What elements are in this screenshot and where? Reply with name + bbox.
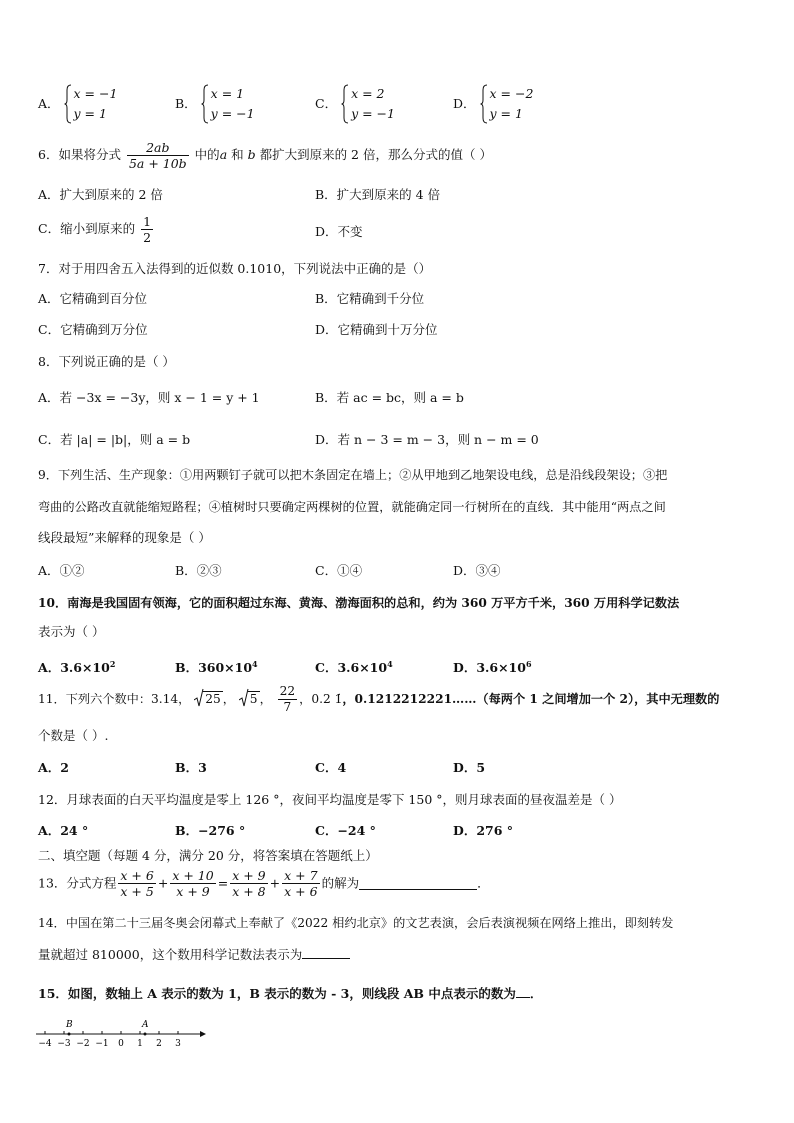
fraction-denominator: 5a + 10b [128,156,187,171]
q9-stem-line-3: 线段最短”来解释的现象是（ ） [38,530,211,545]
radicand: 25 [205,692,221,706]
fraction-numerator: x + 6 [120,868,154,883]
section-heading: 二、填空题（每题 4 分，满分 20 分，将答案填在答题纸上） [38,848,378,863]
q8-option-d: D．若 n − 3 = m − 3，则 n − m = 0 [315,432,539,447]
q7-option-c: C．它精确到万分位 [38,322,148,337]
tick-label: −3 [57,1039,71,1049]
point-a [144,1033,147,1036]
q13-text: 的解为 [321,875,360,891]
exponent: 4 [387,659,393,669]
q11-option-d: D．5 [453,760,486,775]
q7-stem: 7．对于用四舍五入法得到的近似数 0.1010，下列说法中正确的是（） [38,261,432,276]
equation-row: y = 1 [489,106,523,121]
q9-option-c: C．①④ [315,563,363,578]
q12-stem: 12．月球表面的白天平均温度是零上 126 °，夜间平均温度是零下 150 °，则月球表面的昼夜温差是（ ） [38,792,622,807]
tick-label: 1 [137,1039,143,1049]
fraction [141,214,153,245]
q15-stem [38,985,542,1003]
tick-label: −4 [38,1039,52,1049]
q9-option-d: D．③④ [453,563,501,578]
option-text: A．3.6×10 [38,660,110,676]
q6-prefix: 6．如果将分式 [38,147,121,162]
equation-row: x = 2 [351,86,385,101]
equation-row: x = 1 [210,86,245,101]
fraction-denominator: x + 6 [284,884,318,899]
q10-option-b [175,655,258,677]
exponent: 4 [252,659,258,669]
fraction-numerator: 1 [143,214,152,229]
q6-option-c [38,214,155,245]
option-label: D． [453,96,476,111]
option-text: B．360×10 [175,660,253,676]
exponent: 6 [525,659,532,669]
equation-system [201,84,255,124]
q10-option-a [38,655,115,677]
q9-stem-line-2: 弯曲的公路改直就能缩短路程；④植树时只要确定两棵树的位置，就能确定同一行树所在的直线．其中能用“两点之间 [38,500,666,514]
q5-option-c [315,84,395,124]
q6-text: 都扩大到原来的 2 倍，那么分式的值（ ） [255,147,492,162]
q7-option-a: A．它精确到百分位 [38,291,148,306]
fraction-numerator: 22 [279,684,296,698]
q8-option-c: C．若 |a| = |b|，则 a = b [38,432,191,447]
option-label: B． [175,96,197,111]
tick-label: 3 [175,1039,181,1049]
fraction-denominator: x + 5 [120,884,154,899]
radical-sign-icon [194,688,204,708]
equation-row: y = −1 [351,106,395,121]
option-text: D．3.6×10 [453,660,526,676]
exponent: 2 [109,659,116,669]
tick-label: −1 [95,1039,109,1049]
brace-icon [64,84,72,124]
q9-option-a: A．①② [38,563,85,578]
q6-option-a: A．扩大到原来的 2 倍 [38,187,163,202]
q14-stem-line-1: 14．中国在第二十三届冬奥会闭幕式上奉献了《2022 相约北京》的文艺表演，会后表演视频在网络上推出，即刻转发 [38,916,674,930]
q5-option-b [175,84,255,124]
q10-stem-line-2: 表示为（ ） [38,624,105,639]
tick-label: −2 [76,1039,90,1049]
q10-option-d [453,655,532,677]
plus-sign: + [157,875,169,891]
radical-sign-icon [239,688,249,708]
q12-option-d: D．276 ° [453,823,514,838]
q11-option-a: A．2 [38,760,69,775]
q6-text: 和 [227,147,248,162]
q11-option-c: C．4 [315,760,347,775]
q11-stem-line-1: 11．下列六个数中：3.14， 25 ， 5 ， $\frac{22}{7}$ ，0.2 1̇，0.1212212221……（每两个 1 之间增加一个 2），其中无理数的 [38,684,720,714]
repeating-decimal: 0.2 1̇ [311,692,343,706]
q9-stem-line-1: 9．下列生活、生产现象：①用两颗钉子就可以把木条固定在墙上；②从甲地到乙地架设电线，总是沿线段架设；③把 [38,468,668,482]
brace-icon [341,84,349,124]
fraction [127,140,189,171]
fraction-denominator: 7 [283,700,292,714]
q8-option-a: A．若 −3x = −3y，则 x − 1 = y + 1 [38,390,260,405]
equation-row: y = 1 [73,106,107,121]
point-b [68,1033,71,1036]
q12-option-b: B．−276 ° [175,823,246,838]
q9-option-b: B．②③ [175,563,222,578]
q11-stem-line-2: 个数是（ ）. [38,728,109,743]
point-b-label: B [66,1020,73,1030]
q12-option-a: A．24 ° [38,823,89,838]
q6-text: 中的 [194,147,220,162]
equation-system [341,84,395,124]
q13-stem [38,868,490,899]
q6-option-b: B．扩大到原来的 4 倍 [315,187,441,202]
fraction-numerator: x + 7 [284,868,318,883]
fraction-numerator: 2ab [127,140,189,156]
fraction-numerator: x + 9 [232,868,266,883]
plus-sign: + [269,875,281,891]
fraction-denominator: x + 8 [232,884,266,899]
fraction-numerator: x + 10 [172,868,214,883]
equation-row: y = −1 [210,106,255,121]
var-a: a [219,147,228,162]
fraction [170,868,215,899]
option-label: A． [38,96,60,111]
q14-text: 量就超过 810000，这个数用科学记数法表示为 [38,947,303,962]
q6-option-d: D．不变 [315,224,363,239]
arrow-icon [200,1031,206,1037]
q8-stem: 8．下列说正确的是（ ） [38,354,175,369]
q5-option-d [453,84,533,124]
q12-option-c: C．−24 ° [315,823,376,838]
equation-system [64,84,118,124]
option-label: C． [315,96,338,111]
q15-text: 15．如图，数轴上 A 表示的数为 1，B 表示的数为 - 3，则线段 AB 中点表示的数为 [38,986,516,1001]
number-line [36,1018,216,1050]
q6-stem [38,140,492,171]
q14-stem-line-2 [38,946,350,964]
tick-label: 0 [118,1039,124,1049]
q13-text: 13．分式方程 [38,875,117,891]
fraction-denominator: x + 9 [176,884,210,899]
square-root [194,690,223,708]
brace-icon [201,84,209,124]
q7-option-b: B．它精确到千分位 [315,291,425,306]
q8-option-b: B．若 ac = bc，则 a = b [315,390,464,405]
answer-blank[interactable] [516,985,530,998]
q13-text: ． [477,875,490,891]
radicand: 5 [249,692,258,706]
answer-blank[interactable] [302,946,350,959]
q11-text: 11．下列六个数中：3.14， [38,692,191,706]
brace-icon [480,84,488,124]
square-root [239,690,260,708]
q15-text: ． [529,986,543,1001]
equals-sign: = [217,875,229,891]
equation-system [480,84,534,124]
fraction [278,684,298,715]
q10-stem-line-1: 10．南海是我国固有领海，它的面积超过东海、黄海、渤海面积的总和，约为 360 万平方千米，360 万用科学记数法 [38,596,680,610]
var-b: b [247,147,256,162]
q11-text: ，0.1212212221……（每两个 1 之间增加一个 2），其中无理数的 [342,692,720,706]
option-text: C．缩小到原来的 [38,221,136,236]
option-text: C．3.6×10 [315,660,388,676]
q11-option-b: B．3 [175,760,207,775]
equation-row: x = −2 [489,86,534,101]
fraction-denominator: 2 [143,230,152,245]
q5-option-a [38,84,117,124]
equation-row: x = −1 [73,86,118,101]
q7-option-d: D．它精确到十万分位 [315,322,438,337]
point-a-label: A [142,1020,149,1030]
answer-blank[interactable] [359,877,477,890]
fraction [282,868,319,899]
q10-option-c [315,655,393,677]
tick-label: 2 [156,1039,162,1049]
fraction [230,868,267,899]
fraction [118,868,155,899]
